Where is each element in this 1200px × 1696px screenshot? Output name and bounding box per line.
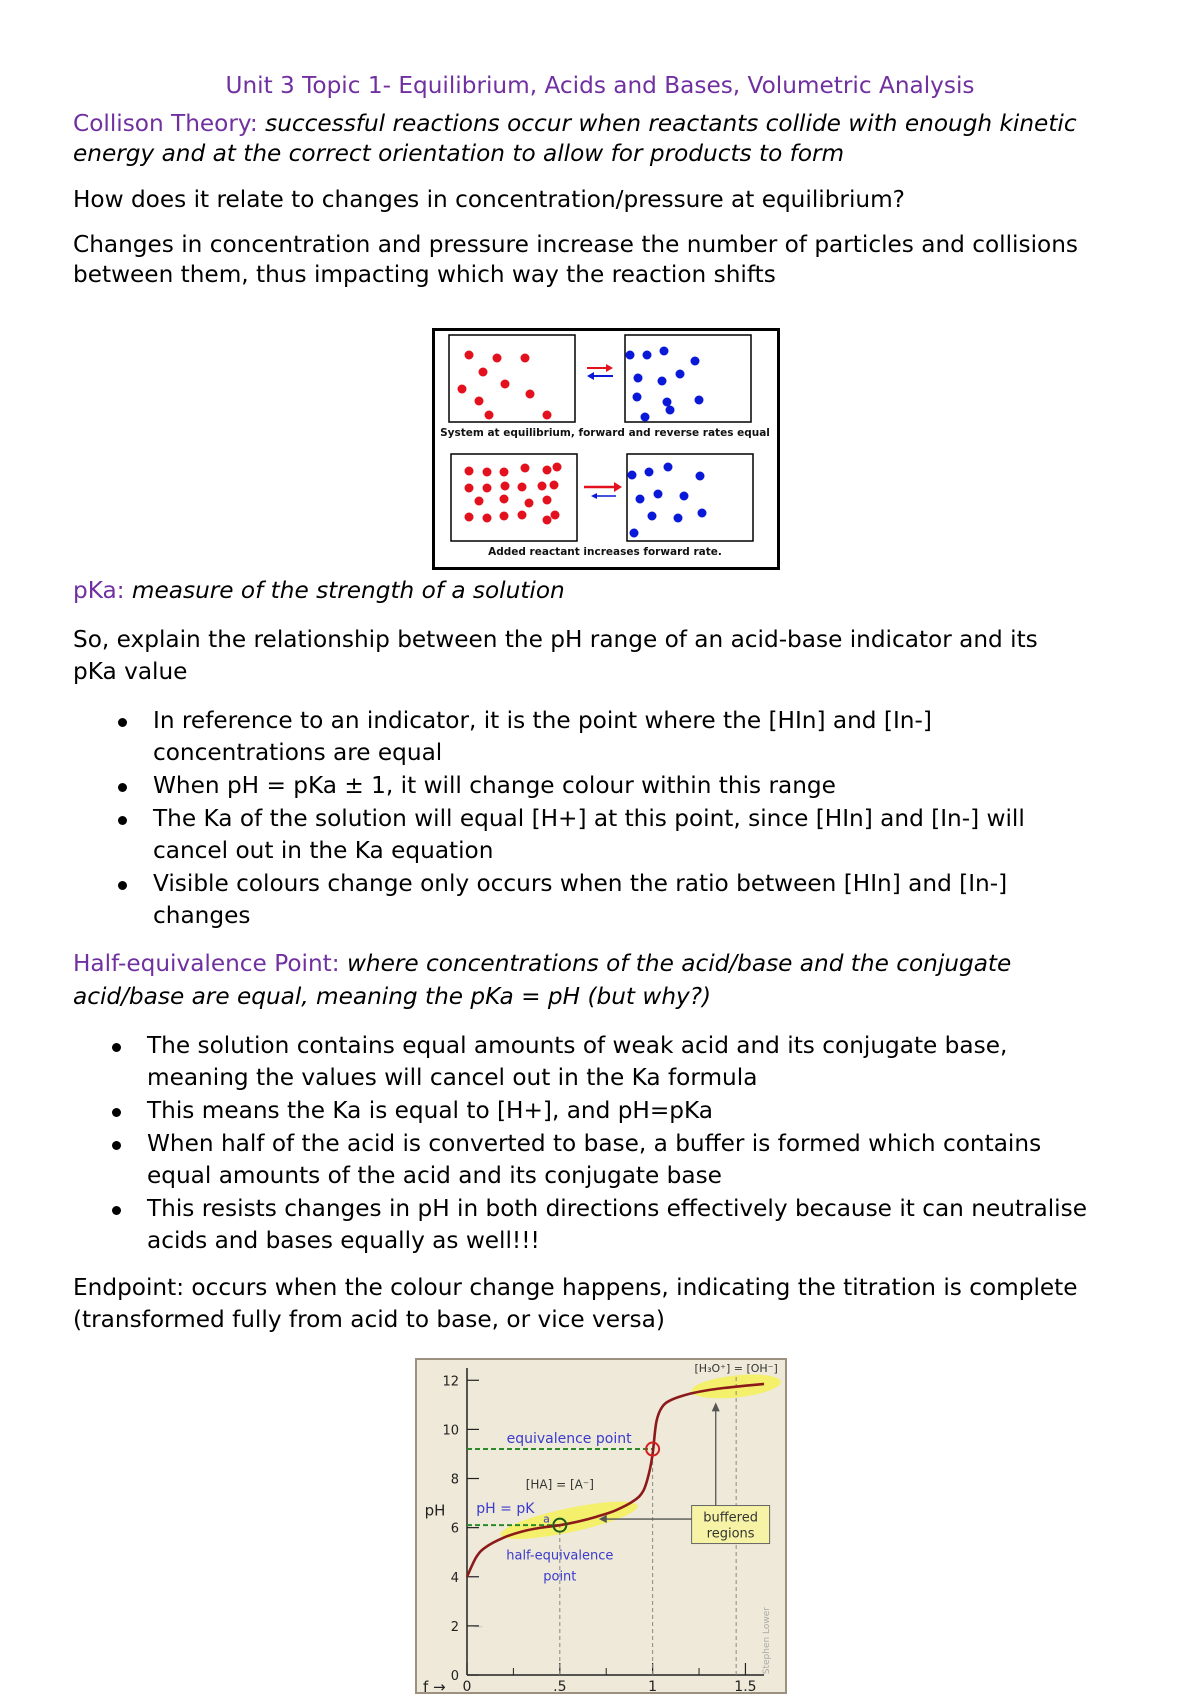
particle bbox=[691, 357, 700, 366]
particle bbox=[633, 393, 642, 402]
pka-line bbox=[73, 575, 1133, 608]
particle bbox=[465, 513, 474, 522]
document-title: Unit 3 Topic 1- Equilibrium, Acids and Bases, Volumetric Analysis bbox=[225, 72, 975, 99]
x-tick-label: 1 bbox=[648, 1679, 658, 1694]
y-tick-label: 0 bbox=[450, 1669, 459, 1684]
half-equivalence-definition-1: where concentrations of the acid/base and the conjugate bbox=[346, 950, 1012, 977]
particle bbox=[553, 463, 562, 472]
bullet-dot bbox=[118, 783, 127, 792]
particle bbox=[676, 370, 685, 379]
x-axis-prefix: f → bbox=[423, 1678, 446, 1694]
list-item-continued: cancel out in the Ka equation bbox=[153, 837, 494, 864]
bullet-dot bbox=[118, 718, 127, 727]
particle bbox=[458, 385, 467, 394]
particle bbox=[465, 484, 474, 493]
caption-added-reactant: Added reactant increases forward rate. bbox=[488, 546, 722, 558]
list-item: This resists changes in pH in both directions effectively because it can neutralise bbox=[147, 1195, 1087, 1222]
particle bbox=[663, 398, 672, 407]
product-box-top bbox=[625, 335, 751, 422]
particle bbox=[521, 354, 530, 363]
question-1: How does it relate to changes in concentration/pressure at equilibrium? bbox=[73, 186, 905, 213]
y-tick-label: 2 bbox=[450, 1619, 459, 1635]
particle bbox=[643, 351, 652, 360]
bullet-dot bbox=[118, 816, 127, 825]
particle bbox=[525, 499, 534, 508]
list-item-continued: concentrations are equal bbox=[153, 739, 443, 766]
pka-term: pKa: bbox=[73, 577, 125, 604]
buffered-label: buffered bbox=[703, 1510, 758, 1526]
particle bbox=[680, 492, 689, 501]
particle bbox=[500, 512, 509, 521]
particle bbox=[500, 495, 509, 504]
particle bbox=[654, 490, 663, 499]
endpoint-line1: Endpoint: occurs when the colour change happens, indicating the titration is complete bbox=[73, 1274, 1078, 1301]
ph-equals-pka-label: pH = pK bbox=[476, 1500, 535, 1517]
bullet-dot bbox=[112, 1141, 121, 1150]
ha-equals-a-label: [HA] = [A⁻] bbox=[525, 1477, 594, 1492]
particle bbox=[543, 516, 552, 525]
x-tick-label: 0 bbox=[462, 1679, 472, 1694]
y-tick-label: 12 bbox=[442, 1374, 459, 1390]
particle bbox=[501, 482, 510, 491]
particle bbox=[543, 496, 552, 505]
particle bbox=[500, 468, 509, 477]
half-equivalence-line1 bbox=[73, 948, 1133, 981]
particle bbox=[626, 351, 635, 360]
collision-theory-line2 bbox=[73, 138, 1133, 171]
y-tick-label: 6 bbox=[450, 1521, 459, 1537]
particle bbox=[645, 468, 654, 477]
h3o-equals-oh-label: [H₃O⁺] = [OH⁻] bbox=[694, 1361, 778, 1375]
particle bbox=[483, 484, 492, 493]
y-axis-label: pH bbox=[424, 1501, 446, 1520]
particle bbox=[465, 351, 474, 360]
x-tick-label: .5 bbox=[553, 1679, 567, 1694]
half-equivalence-label-2: point bbox=[543, 1569, 577, 1585]
equivalence-point-label: equivalence point bbox=[506, 1431, 632, 1448]
particle bbox=[634, 374, 643, 383]
list-item: Visible colours change only occurs when the ratio between [HIn] and [In-] bbox=[153, 870, 1008, 897]
product-box-bottom bbox=[627, 454, 753, 541]
particle bbox=[526, 390, 535, 399]
y-tick-label: 8 bbox=[450, 1472, 459, 1488]
particle bbox=[630, 529, 639, 538]
titration-curve-chart bbox=[415, 1358, 787, 1694]
particle bbox=[648, 512, 657, 521]
particle bbox=[543, 411, 552, 420]
particle bbox=[660, 347, 669, 356]
particle bbox=[493, 354, 502, 363]
bullet-dot bbox=[112, 1043, 121, 1052]
particle bbox=[475, 397, 484, 406]
particle bbox=[543, 466, 552, 475]
particle bbox=[641, 413, 650, 422]
reactant-box-top bbox=[449, 335, 575, 422]
endpoint-line2: (transformed fully from acid to base, or vice versa) bbox=[73, 1306, 665, 1333]
tick-mark-decor: — bbox=[473, 1621, 483, 1633]
particle bbox=[521, 464, 530, 473]
bullet-dot bbox=[112, 1206, 121, 1215]
particle bbox=[551, 511, 560, 520]
particle bbox=[674, 514, 683, 523]
list-item: When half of the acid is converted to base, a buffer is formed which contains bbox=[147, 1130, 1042, 1157]
particle bbox=[628, 471, 637, 480]
question-2-line2: pKa value bbox=[73, 658, 188, 685]
particle bbox=[550, 481, 559, 490]
list-item: The Ka of the solution will equal [H+] at this point, since [HIn] and [In-] will bbox=[153, 805, 1025, 832]
list-item-continued: equal amounts of the acid and its conjugate base bbox=[147, 1162, 722, 1189]
collision-theory-definition-2: energy and at the correct orientation to allow for products to form bbox=[73, 140, 845, 167]
list-item: In reference to an indicator, it is the point where the [HIn] and [In-] bbox=[153, 707, 932, 734]
particle bbox=[666, 406, 675, 415]
question-2-line1: So, explain the relationship between the pH range of an acid-base indicator and its bbox=[73, 626, 1038, 653]
particle bbox=[485, 411, 494, 420]
collision-theory-definition-1: successful reactions occur when reactants collide with enough kinetic bbox=[265, 110, 1077, 137]
pka-subscript: a bbox=[543, 1512, 550, 1526]
particle bbox=[483, 468, 492, 477]
y-tick-label: 4 bbox=[450, 1570, 459, 1586]
particle bbox=[518, 511, 527, 520]
list-item-continued: meaning the values will cancel out in the Ka formula bbox=[147, 1064, 758, 1091]
particle bbox=[636, 495, 645, 504]
half-equivalence-line2 bbox=[73, 981, 1133, 1014]
regions-label: regions bbox=[706, 1526, 755, 1542]
collision-theory-line1 bbox=[73, 108, 1133, 141]
collision-theory-term: Collison Theory: bbox=[73, 110, 258, 137]
y-tick-label: 10 bbox=[442, 1423, 459, 1439]
answer-1-line1: Changes in concentration and pressure increase the number of particles and collisions bbox=[73, 231, 1078, 258]
bullet-dot bbox=[112, 1108, 121, 1117]
half-equivalence-label: half-equivalence bbox=[506, 1548, 614, 1564]
particle bbox=[538, 482, 547, 491]
bullet-dot bbox=[118, 881, 127, 890]
list-item: The solution contains equal amounts of weak acid and its conjugate base, bbox=[147, 1032, 1008, 1059]
list-item: When pH = pKa ± 1, it will change colour within this range bbox=[153, 772, 836, 799]
half-equivalence-definition-2: acid/base are equal, meaning the pKa = pH (but why?) bbox=[73, 983, 712, 1010]
x-tick-label: 1.5 bbox=[734, 1679, 757, 1694]
particle bbox=[475, 497, 484, 506]
particle bbox=[695, 396, 704, 405]
particle bbox=[658, 377, 667, 386]
particle bbox=[696, 472, 705, 481]
particle bbox=[501, 380, 510, 389]
caption-equilibrium: System at equilibrium, forward and reverse rates equal bbox=[440, 427, 770, 439]
list-item: This means the Ka is equal to [H+], and pH=pKa bbox=[147, 1097, 714, 1124]
list-item-continued: changes bbox=[153, 902, 251, 929]
particle bbox=[483, 514, 492, 523]
image-credit: Stephen Lower bbox=[762, 1606, 772, 1675]
list-item-continued: acids and bases equally as well!!! bbox=[147, 1227, 540, 1254]
pka-definition: measure of the strength of a solution bbox=[131, 577, 565, 604]
particle bbox=[465, 467, 474, 476]
particle bbox=[518, 483, 527, 492]
particle bbox=[664, 463, 673, 472]
answer-1-line2: between them, thus impacting which way the reaction shifts bbox=[73, 261, 776, 288]
collision-diagram bbox=[432, 328, 780, 570]
particle bbox=[698, 509, 707, 518]
half-equivalence-term: Half-equivalence Point: bbox=[73, 950, 340, 977]
particle bbox=[479, 368, 488, 377]
